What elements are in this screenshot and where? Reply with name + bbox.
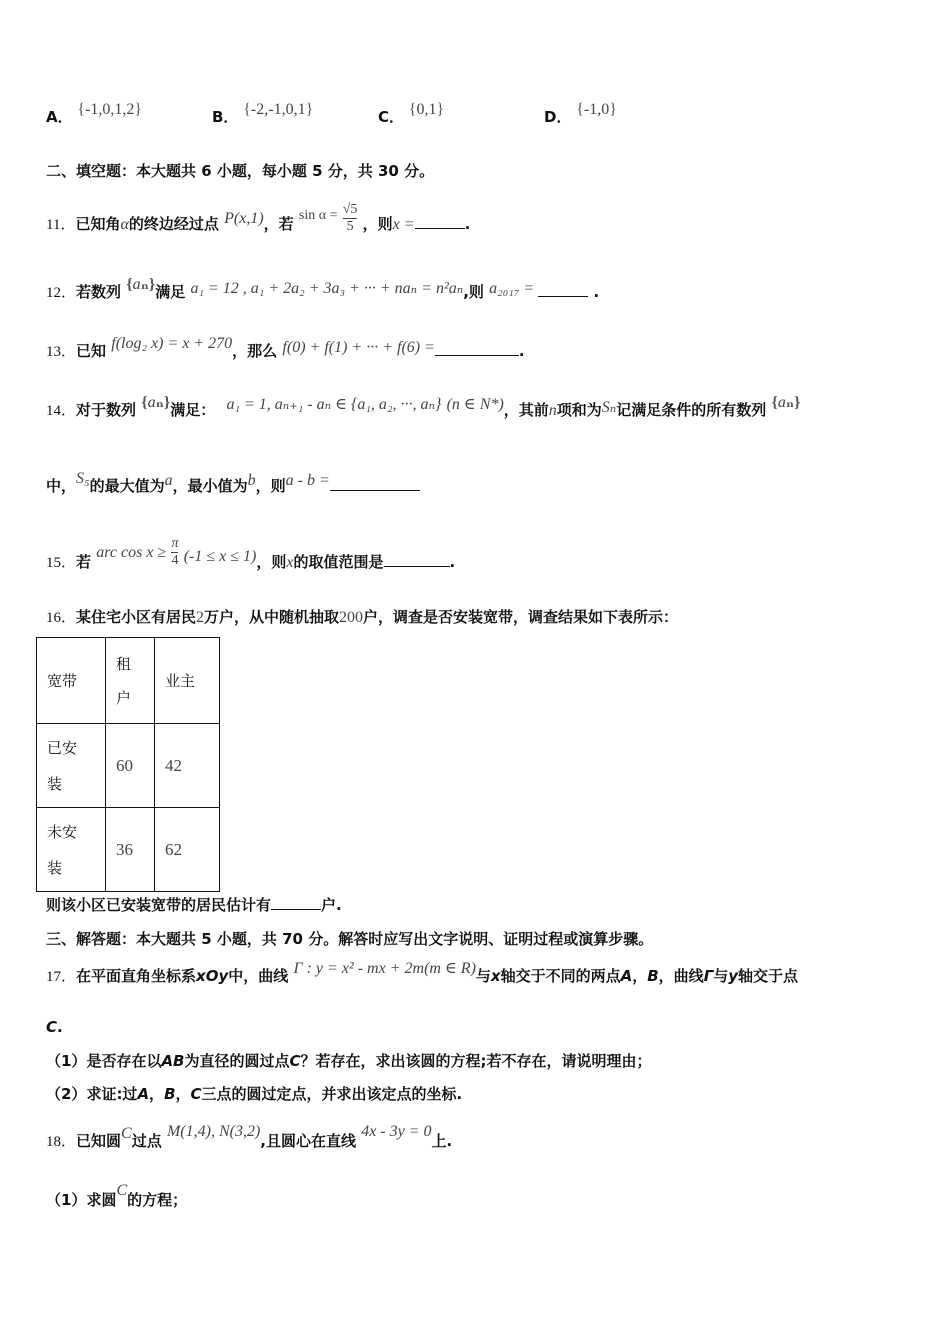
option-set: {-2,-1,0,1} [243,101,314,118]
question-18: 18．已知圆C过点 M(1,4), N(3,2),且圆心在直线 4x - 3y = 0上. [46,1123,453,1150]
option-set: {-1,0} [576,101,617,118]
option-label: C． [378,108,405,126]
option-set: {0,1} [408,101,445,118]
question-17-line-2: C. [46,1018,63,1036]
section-2-title: 二、填空题：本大题共 6 小题，每小题 5 分，共 30 分。 [46,162,435,180]
question-16: 16．某住宅小区有居民2万户，从中随机抽取200户，调查是否安装宽带，调查结果如下表所示： [46,608,679,626]
question-number: 12． [46,285,77,301]
broadband-table [36,637,220,892]
table-cell: 36 [106,808,155,892]
option-label: B． [212,108,239,126]
option-b [212,101,314,127]
table-header: 业主 [155,638,220,724]
question-number: 18． [46,1134,77,1150]
question-number: 16． [46,610,77,626]
question-number: 15． [46,555,77,571]
question-number: 13． [46,344,77,360]
section-3-title: 三、解答题：本大题共 5 小题，共 70 分。解答时应写出文字说明、证明过程或演算步骤。 [46,930,654,948]
question-12: 12．若数列 {aₙ}满足 a₁ = 12 , a₁ + 2a₂ + 3a₃ + ··· + naₙ = n²aₙ,则 a₂₀₁₇ = . [46,276,600,301]
question-17-part-2: （2）求证:过A，B，C三点的圆过定点，并求出该定点的坐标. [46,1085,463,1103]
table-row-label: 已安 装 [37,724,106,808]
table-header: 宽带 [37,638,106,724]
question-15: 15．若 arc cos x ≥ $\frac{\pi}{4}$ (-1 ≤ x ≤ 1)，则x的取值范围是 . [46,536,456,571]
option-d [544,101,617,127]
table-cell: 60 [106,724,155,808]
table-cell: 42 [155,724,220,808]
table-cell: 62 [155,808,220,892]
question-17: 17．在平面直角坐标系xOy中，曲线 Γ : y = x² - mx + 2m(m ∈ R)与x轴交于不同的两点A，B，曲线Γ与y轴交于点 [46,960,799,985]
question-11: 11．已知角α的终边经过点 P(x,1)，若 sin α = $\frac{√5}{5}$ ，则x = . [46,202,471,234]
option-c [378,101,445,127]
option-label: A． [46,108,73,126]
question-18-part-1: （1）求圆C的方程； [46,1182,188,1209]
question-17-part-1: （1）是否存在以AB为直径的圆过点C？若存在，求出该圆的方程;若不存在，请说明理由； [46,1052,652,1070]
question-14-line-2: 中，S₅的最大值为a，最小值为b，则a - b = [46,475,420,498]
question-14: 14．对于数列 {aₙ}满足： a₁ = 1, aₙ₊₁ - aₙ ∈ {a₁, a₂, ···, aₙ} (n ∈ N*)，其前n项和为Sₙ记满足条件的所有数列 {aₙ} [46,394,801,419]
question-13: 13．已知 f(log₂ x) = x + 270，那么 f(0) + f(1) + ··· + f(6) = . [46,335,525,360]
option-label: D． [544,108,572,126]
option-a [46,101,143,127]
question-16-answer: 则该小区已安装宽带的居民估计有 户. [46,896,342,914]
option-set: {-1,0,1,2} [77,101,143,118]
question-number: 11． [46,217,76,233]
table-header: 租 户 [106,638,155,724]
question-number: 17． [46,969,77,985]
table-row-label: 未安 装 [37,808,106,892]
question-number: 14． [46,403,77,419]
